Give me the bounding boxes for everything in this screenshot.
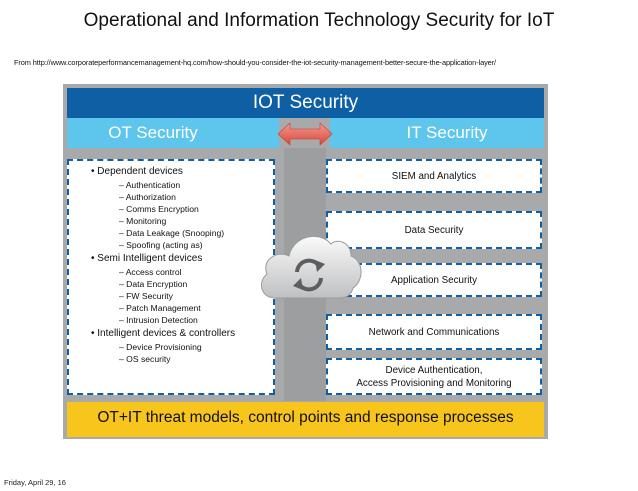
ot-subitem: – Monitoring [119, 216, 167, 226]
siem-analytics-label: SIEM and Analytics [391, 170, 477, 182]
it-security-label: IT Security [406, 123, 488, 142]
ot-subitem: – Device Provisioning [119, 342, 202, 352]
ot-subitem: – Data Encryption [119, 279, 188, 289]
threat-models-label: OT+IT threat models, control points and response processes [97, 409, 514, 426]
ot-security-header [67, 118, 279, 148]
ot-subitem: – Comms Encryption [119, 204, 199, 214]
threat-models-band [67, 402, 544, 437]
siem-analytics-box [326, 159, 542, 193]
application-security-label: Application Security [390, 274, 478, 286]
ot-category-item: • Semi Intelligent devices [91, 253, 203, 264]
double-arrow-icon [278, 122, 332, 146]
footer-date: Friday, April 29, 16 [4, 478, 66, 487]
ot-subitem: – Intrusion Detection [119, 315, 198, 325]
network-communications-box [326, 314, 542, 350]
cloud-sync-icon [253, 222, 365, 308]
source-url: From http://www.corporateperformancemanagement-hq.com/how-should-you-consider-the-iot-security-management-better-secure-the-application-layer/ [14, 58, 497, 67]
device-authentication-box [326, 358, 542, 395]
iot-security-label: IOT Security [252, 92, 359, 113]
iot-security-header [67, 88, 544, 118]
ot-security-panel [67, 159, 275, 395]
ot-subitem: – Authentication [119, 180, 181, 190]
data-security-label: Data Security [404, 224, 464, 236]
ot-subitem: – Patch Management [119, 303, 201, 313]
device-authentication-label: Device Authentication, Access Provisioning and Monitoring [356, 364, 512, 389]
ot-subitem: – Access control [119, 267, 182, 277]
ot-subitem: – Spoofing (acting as) [119, 240, 203, 250]
ot-subitem: – Data Leakage (Snooping) [119, 228, 225, 238]
ot-security-label: OT Security [108, 123, 198, 142]
ot-subitem: – OS security [119, 354, 171, 364]
ot-subitem: – FW Security [119, 291, 173, 301]
it-security-header [330, 118, 544, 148]
ot-category-item: • Dependent devices [91, 166, 183, 177]
network-communications-label: Network and Communications [368, 326, 500, 338]
ot-subitem: – Authorization [119, 192, 176, 202]
page-title: Operational and Information Technology Security for IoT [83, 10, 555, 31]
ot-category-item: • Intelligent devices & controllers [91, 328, 236, 339]
iot-security-diagram [63, 84, 548, 439]
